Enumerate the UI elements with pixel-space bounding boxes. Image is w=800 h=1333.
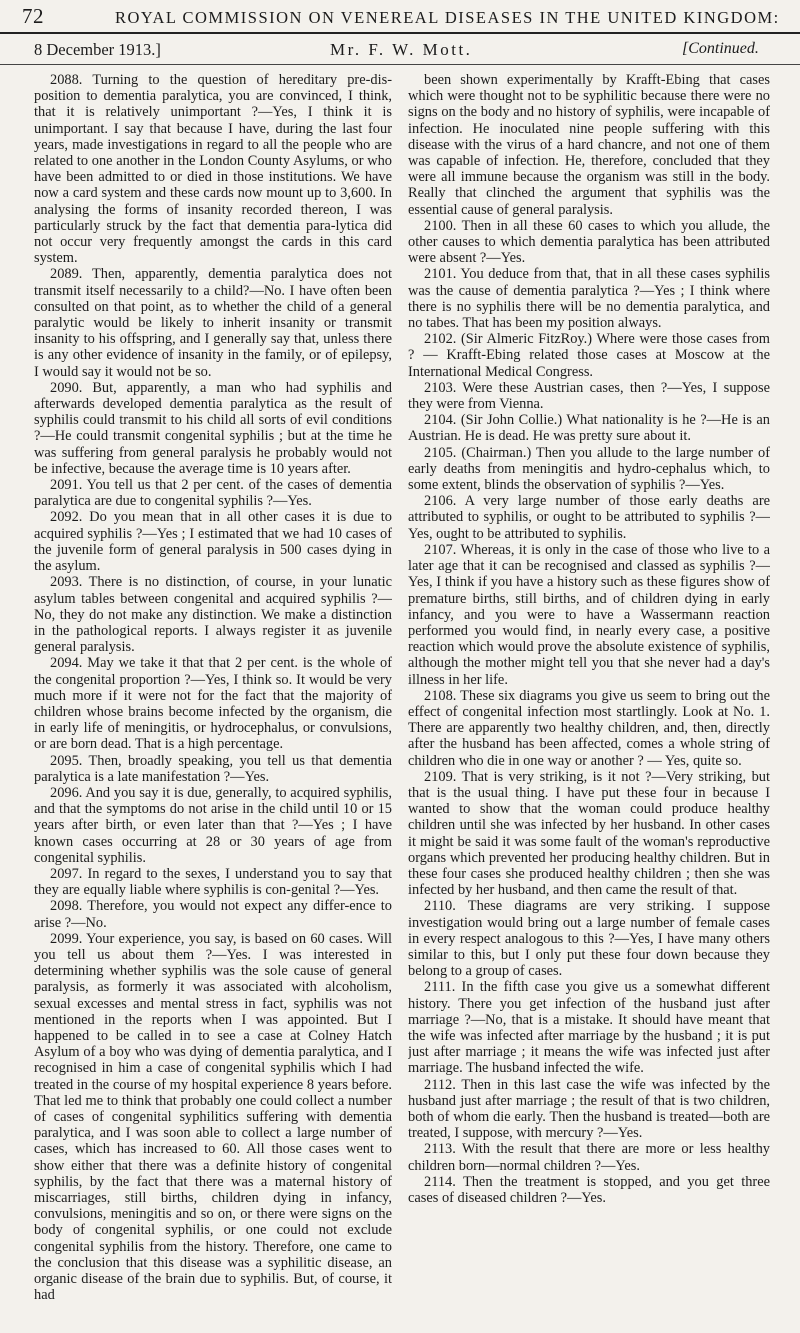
right-column-paragraph: 2102. (Sir Almeric FitzRoy.) Where were those cases from ? — Krafft-Ebing related those cases at Moscow at the International Medical Congress. — [408, 331, 770, 380]
right-column-paragraph: 2112. Then in this last case the wife was infected by the husband just after marriage ; the result of that is two children, both of whom die early. Then the husband is treated—both are treated, I suppose, with mercury ?—Yes. — [408, 1076, 770, 1142]
left-column-paragraph: 2091. You tell us that 2 per cent. of the cases of dementia paralytica are due to congenital syphilis ?—Yes. — [34, 477, 392, 510]
right-column-paragraph: 2103. Were these Austrian cases, then ?—Yes, I suppose they were from Vienna. — [408, 379, 770, 413]
continued-label: [Continued. — [682, 40, 759, 57]
left-column-paragraph: 2094. May we take it that that 2 per cent. is the whole of the congenital proportion ?—Yes, I think so. It would be very much more if it were not for the fact that the majority of children whose brains become infected by the organism, die in early life of meningitis, or hydrocephalus, or convulsions, or are born dead. That is a high percentage. — [34, 655, 392, 753]
right-column-paragraph: 2109. That is very striking, is it not ?—Very striking, but that is the usual thing. I have put these four in because I wanted to show that the woman could produce healthy children until she was infected by her husband. In other cases it might be said it was some fault of the woman's reproductive organs which prevented her producing healthy children. But in these four cases she produced healthy children ; then she was infected by her husband, and then came the result of that. — [408, 768, 770, 899]
right-column-paragraph: 2113. With the result that there are more or less healthy children born—normal children ?—Yes. — [408, 1141, 770, 1174]
right-column-paragraph: 2106. A very large number of those early deaths are attributed to syphilis, or ought to be attributed to syphilis ?—Yes, ought to be attributed to syphilis. — [408, 493, 770, 542]
left-column-paragraph: 2095. Then, broadly speaking, you tell us that dementia paralytica is a late manifestation ?—Yes. — [34, 752, 392, 785]
witness-name: Mr. F. W. Mott. — [330, 40, 473, 59]
left-column-paragraph: 2098. Therefore, you would not expect any differ-ence to arise ?—No. — [34, 898, 392, 931]
right-column-paragraph: 2111. In the fifth case you give us a somewhat different history. There you get infection of the husband just after marriage ?—No, that is a mistake. It should have meant that the wife was infected after marriage by the husband ; it is put just after marriage ; it means the wife was infected just after marriage. The husband infected the wife. — [408, 979, 770, 1077]
right-column-paragraph: 2105. (Chairman.) Then you allude to the large number of early deaths from meningitis and hydro-cephalus which, to some extent, blinds the observation of syphilis ?—Yes. — [408, 444, 770, 494]
right-column-paragraph: been shown experimentally by Krafft-Ebing that cases which were thought not to be syphilitic because there were no signs on the body and no history of syphilis, were incapable of infection. He inoculated nine people suffering with this disease with the virus of a hard chancre, and not one of them was capable of infection. He, therefore, concluded that they were all immune because the organism was still in the body. Really that clinched the argument that syphilis was the essential cause of general paralysis. — [408, 72, 770, 218]
hearing-date: 8 December 1913.] — [34, 40, 161, 59]
left-column-paragraph: 2099. Your experience, you say, is based on 60 cases. Will you tell us about them ?—Yes. I was interested in determining whether syphilis was the sole cause of general paralysis, as formerly it was associated with alcoholism, sexual excesses and mental stress in fact, syphilis was not mentioned in the reports when I was appointed. But I happened to be called in to see a case at Colney Hatch Asylum of a boy who was dying of dementia paralytica, and I recognised in him a case of congenital syphilis which I had treated in the course of my hospital experience 8 years before. That led me to think that probably one could collect a number of cases of congenital syphilitics suffering with dementia paralytica, and I was soon able to collect a large number of cases, which has increased to 60. All those cases went to show either that there was a definite history of congenital syphilis, by the fact that there was a maternal history of miscarriages, still births, children dying in infancy, convulsions, meningitis and so on, or there were signs on the body of congenital syphilis, or one could not exclude congenital syphilis from the history. Therefore, one came to the conclusion that this disease was a syphilitic disease, an organic disease of the brain due to syphilis. But, of course, it had — [34, 930, 392, 1304]
right-column-paragraph: 2107. Whereas, it is only in the case of those who live to a later age that it can be recognised and classed as syphilis ?—Yes, I think if you have a history such as these figures show of premature births, still births, and of children dying in early infancy, and you were to have a Wassermann reaction performed you would find, in nearly every case, a positive reaction which would prove the absolute existence of syphilis, although the mother might tell you that she never had a day's illness in her life. — [408, 541, 770, 688]
left-column-paragraph: 2093. There is no distinction, of course, in your lunatic asylum tables between congenital and acquired syphilis ?—No, they do not make any distinction. We make a distinction in the pathological reports. I always register it as juvenile general paralysis. — [34, 574, 392, 656]
right-column-paragraph: 2108. These six diagrams you give us seem to bring out the effect of congenital infection most startlingly. Look at No. 1. There are apparently two healthy children, and, then, directly after the husband has been affected, comes a whole string of children who die in one way or another ? — Yes, quite so. — [408, 687, 770, 769]
right-column-paragraph: 2100. Then in all these 60 cases to which you allude, the other causes to which dementia paralytica has been attributed were absent ?—Yes. — [408, 217, 770, 267]
page-number: 72 — [22, 4, 44, 28]
left-column-paragraph: 2092. Do you mean that in all other cases it is due to acquired syphilis ?—Yes ; I estimated that we had 10 cases of the juvenile form of general paralysis in 500 cases dying in the asylum. — [34, 509, 392, 575]
left-column — [34, 72, 392, 1327]
right-column — [408, 72, 770, 1327]
left-column-paragraph: 2090. But, apparently, a man who had syphilis and afterwards developed dementia paralytica as the result of syphilis could transmit to his child all sorts of evil conditions ?—He could transmit congenital syphilis ; but at the time he was suffering from general paralysis he probably would not be infective, because the average time is 10 years after. — [34, 379, 392, 477]
running-title: ROYAL COMMISSION ON VENEREAL DISEASES IN THE UNITED KINGDOM: — [115, 8, 780, 27]
left-column-paragraph: 2088. Turning to the question of hereditary pre-dis-position to dementia paralytica, you are convinced, I think, that it is relatively unimportant ?—Yes, I think it is unimportant. I say that because I have, during the last four years, made investigations in regard to all the people who are related to one another in the London County Asylums, or who have been admitted to or died in those institutions. We have now a card system and these cards now mount up to 3,600. In analysing the forms of insanity recorded thereon, I was particularly struck by the fact that dementia para-lytica did not occur very frequently amongst the cards in this card system. — [34, 72, 392, 267]
right-column-paragraph: 2110. These diagrams are very striking. I suppose investigation would bring out a large number of female cases in every respect analogous to this ?—Yes, I have many others similar to this, but I only put these four down because they belong to a group of cases. — [408, 898, 770, 980]
right-column-paragraph: 2101. You deduce from that, that in all these cases syphilis was the cause of dementia paralytica ?—Yes ; I think where there is no syphilis there will be no dementia paralytica, and no tabes. That has been my position always. — [408, 266, 770, 332]
right-column-paragraph: 2114. Then the treatment is stopped, and you get three cases of diseased children ?—Yes. — [408, 1173, 770, 1207]
left-column-paragraph: 2097. In regard to the sexes, I understand you to say that they are equally liable where syphilis is con-genital ?—Yes. — [34, 865, 392, 899]
left-column-paragraph: 2089. Then, apparently, dementia paralytica does not transmit itself necessarily to a child?—No. I have often been consulted on that point, as to whether the child of a general paralytic would be likely to inherit insanity or transmit insanity to his offspring, and I generally say that, unless there is any other evidence of insanity in the family, or of epilepsy, I would say it would not be so. — [34, 266, 392, 380]
running-head — [0, 4, 800, 34]
left-column-paragraph: 2096. And you say it is due, generally, to acquired syphilis, and that the symptoms do not arise in the child until 10 or 15 years after birth, or even later than that ?—Yes ; I have known cases occurring at 28 or 30 years of age from congenital syphilis. — [34, 784, 392, 866]
subhead — [0, 38, 800, 65]
right-column-paragraph: 2104. (Sir John Collie.) What nationality is he ?—He is an Austrian. He is dead. He was pretty sure about it. — [408, 412, 770, 445]
